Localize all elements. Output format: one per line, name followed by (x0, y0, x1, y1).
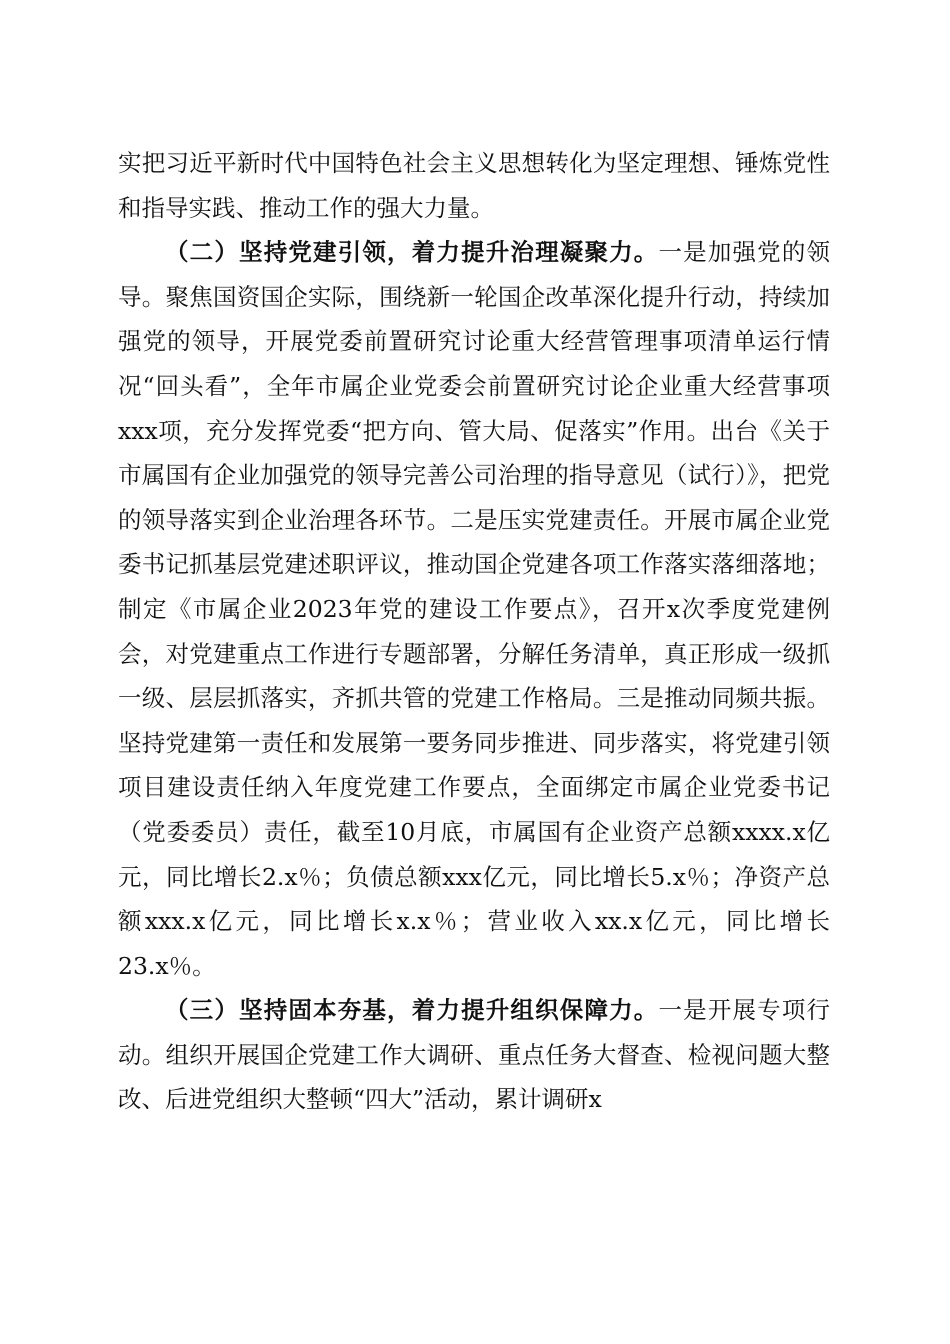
section-2-heading: （二）坚持党建引领，着力提升治理凝聚力。 (165, 238, 659, 267)
paragraph-2 (118, 230, 830, 988)
paragraph-3-text: 一是开展专项行动。组织开展国企党建工作大调研、重点任务大督查、检视问题大整改、后进党组织大整顿“四大”活动，累计调研x (118, 996, 831, 1114)
paragraph-2-text: 一是加强党的领导。聚焦国资国企实际，围绕新一轮国企改革深化提升行动，持续加强党的领导，开展党委前置研究讨论重大经营管理事项清单运行情况“回头看”，全年市属企业党委会前置研究讨论企业重大经营事项xxx项，充分发挥党委“把方向、管大局、促落实”作用。出台《关于市属国有企业加强党的领导完善公司治理的指导意见（试行）》，把党的领导落实到企业治理各环节。二是压实党建责任。开展市属企业党委书记抓基层党建述职评议，推动国企党建各项工作落实落细落地；制定《市属企业2023年党的建设工作要点》，召开x次季度党建例会，对党建重点工作进行专题部署，分解任务清单，真正形成一级抓一级、层层抓落实，齐抓共管的党建工作格局。三是推动同频共振。坚持党建第一责任和发展第一要务同步推进、同步落实，将党建引领项目建设责任纳入年度党建工作要点，全面绑定市属企业党委书记（党委委员）责任，截至10月底，市属国有企业资产总额xxxx.x亿元，同比增长2.x％；负债总额xxx亿元，同比增长5.x％；净资产总额xxx.x亿元，同比增长x.x％；营业收入xx.x亿元，同比增长23.x％。 (118, 238, 831, 980)
paragraph-1-text: 实把习近平新时代中国特色社会主义思想转化为坚定理想、锤炼党性和指导实践、推动工作的强大力量。 (118, 149, 830, 222)
section-3-heading: （三）坚持固本夯基，着力提升组织保障力。 (165, 996, 659, 1025)
paragraph-3 (118, 988, 830, 1122)
document-body (118, 141, 830, 1122)
paragraph-1 (118, 141, 830, 230)
